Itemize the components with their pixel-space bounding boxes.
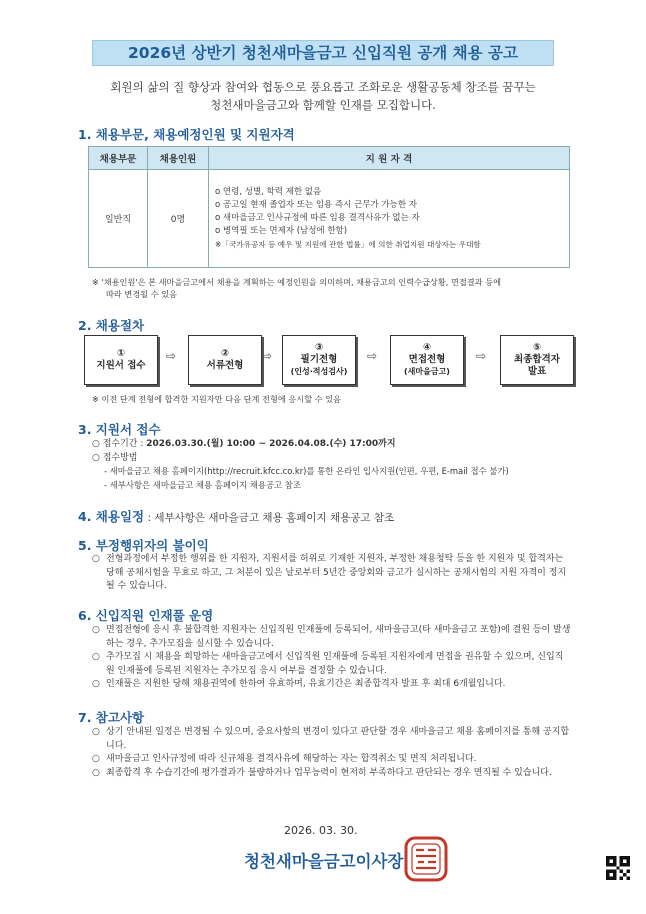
qualification-item: ※「국가유공자 등 예우 및 지원에 관한 법률」에 의한 취업지원 대상자는 우대함 xyxy=(215,240,481,249)
bullet: ○ xyxy=(92,679,100,689)
list-item xyxy=(92,753,572,767)
intro-line-2: 청천새마을금고와 함께할 인재를 모집합니다. xyxy=(210,98,436,112)
step-sub: (새마을금고) xyxy=(404,367,450,376)
list-item-text: 인재풀은 지원한 당해 채용권역에 한하여 유효하며, 유효기간은 최종합격자 발표 후 최대 6개월입니다. xyxy=(106,679,506,689)
qualification-item: o 새마을금고 인사규정에 따른 임용 결격사유가 없는 자 xyxy=(215,213,420,223)
bullet: ○ xyxy=(92,554,100,564)
intro-line-1: 회원의 삶의 질 향상과 참여와 협동으로 풍요롭고 조화로운 생활공동체 창조를 꿈꾸는 xyxy=(110,80,536,94)
qualification-item: o 연령, 성별, 학력 제한 없음 xyxy=(215,187,322,197)
table-cell-qualifications xyxy=(209,170,570,268)
bullet: ○ xyxy=(92,625,100,635)
step-number: ③ xyxy=(314,342,324,353)
section-2-heading: 2. 채용절차 xyxy=(78,318,145,333)
qr-code-icon xyxy=(606,856,630,880)
list-item-text: 상기 안내된 일정은 변경될 수 있으며, 중요사항의 변경이 있다고 판단할 경우 새마을금고 채용 홈페이지를 통해 공지합니다. xyxy=(106,727,570,751)
table-cell-category: 일반직 xyxy=(89,170,148,268)
application-period xyxy=(92,438,572,452)
table-header-qualification: 지 원 자 격 xyxy=(209,147,570,170)
step-number: ⑤ xyxy=(532,342,542,353)
section-6-heading: 6. 신입직원 인재풀 운영 xyxy=(78,608,214,623)
qualification-item: o 공고일 현재 졸업자 또는 임용 즉시 근무가 가능한 자 xyxy=(215,200,417,210)
bullet: ○ xyxy=(92,767,100,778)
table-header-count: 채용인원 xyxy=(148,147,209,170)
section-4-heading: 4. 채용일정 xyxy=(78,509,145,524)
page-title: 2026년 상반기 청천새마을금고 신입직원 공개 채용 공고 xyxy=(92,40,554,66)
method-label: ○ 접수방법 xyxy=(92,452,138,463)
step-label: 서류전형 xyxy=(206,360,244,371)
signature: 청천새마을금고이사장 xyxy=(244,852,404,871)
section-7-heading: 7. 참고사항 xyxy=(78,710,145,725)
arrow-icon: ⇨ xyxy=(166,349,177,363)
table-note-line-2: 따라 변경될 수 있음 xyxy=(106,289,178,299)
bullet: ○ xyxy=(92,754,100,764)
step-sub: (인성·적성검사) xyxy=(290,367,348,376)
section-4-text: : 세부사항은 새마을금고 채용 홈페이지 채용공고 참조 xyxy=(144,512,395,524)
section-5-list xyxy=(92,553,572,594)
step-label: 지원서 접수 xyxy=(96,360,146,371)
table-note-line-1: ※ '채용인원'은 본 새마을금고에서 채용을 계획하는 예정인원을 의미하며, 채용금고의 인력수급상황, 면접결과 등에 xyxy=(92,277,502,287)
step-label: 최종합격자 xyxy=(514,354,560,365)
list-item xyxy=(92,678,572,692)
step-label: 면접전형 xyxy=(408,354,446,365)
list-item xyxy=(92,553,572,594)
process-flow xyxy=(84,335,574,387)
method-line-2: - 세부사항은 새마을금고 채용 홈페이지 채용공고 참조 xyxy=(104,479,301,490)
step-interview xyxy=(390,335,464,385)
step-application xyxy=(84,335,158,385)
list-item-text: 면접전형에 응시 후 불합격한 지원자는 신입직원 인재풀에 등록되어, 새마을금고(타 새마을금고 포함)에 결원 등이 발생하는 경우, 추가모집을 실시할 수 있습니다. xyxy=(106,625,571,649)
period-value: 2026.03.30.(월) 10:00 ~ 2026.04.08.(수) 17:00까지 xyxy=(146,439,396,449)
section-6-list xyxy=(92,624,572,692)
step-document-screening xyxy=(188,335,262,385)
list-item-text: 새마을금고 인사규정에 따라 신규채용 결격사유에 해당하는 자는 합격취소 및 면직 처리됩니다. xyxy=(106,754,477,764)
process-note: ※ 이전 단계 전형에 합격한 지원자만 다음 단계 전형에 응시할 수 있음 xyxy=(92,394,342,404)
arrow-icon: ⇨ xyxy=(367,349,378,363)
application-details xyxy=(92,438,572,492)
bullet: ○ xyxy=(92,727,100,737)
section-1-heading: 1. 채용부문, 채용예정인원 및 지원자격 xyxy=(78,127,295,142)
list-item xyxy=(92,651,572,678)
section-3-heading: 3. 지원서 접수 xyxy=(78,422,161,437)
table-cell-count: 0명 xyxy=(148,170,209,268)
list-item xyxy=(92,624,572,651)
period-label: ○ 접수기간 : xyxy=(92,439,147,449)
method-line-1: - 새마을금고 채용 홈페이지(http://recruit.kfcc.co.kr)를 통한 온라인 입사지원(인편, 우편, E-mail 접수 불가) xyxy=(104,466,509,476)
qualification-item: o 병역필 또는 면제자 (남성에 한함) xyxy=(215,226,348,236)
step-final-announcement xyxy=(500,335,574,385)
step-sub: 발표 xyxy=(527,366,547,377)
bullet: ○ xyxy=(92,652,100,662)
list-item-text: 최종합격 후 수습기간에 평가결과가 불량하거나 업무능력이 현저히 부족하다고 판단되는 경우 면직될 수 있습니다. xyxy=(106,767,552,778)
step-label: 필기전형 xyxy=(300,354,338,365)
list-item-text: 추가모집 시 채용을 희망하는 새마을금고에서 신입직원 인재풀에 등록된 지원자에게 면접을 권유할 수 있으며, 신입직원 인재풀에 등록된 지원자는 추가모집 응시 여부를 결정할 수 있습니다. xyxy=(106,652,564,676)
section-5-heading: 5. 부정행위자의 불이익 xyxy=(78,538,209,553)
step-number: ④ xyxy=(422,342,432,353)
intro-text xyxy=(60,78,586,114)
list-item xyxy=(92,767,572,781)
table-header-category: 채용부문 xyxy=(89,147,148,170)
announcement-date: 2026. 03. 30. xyxy=(284,824,358,837)
section-4 xyxy=(78,507,394,525)
step-number: ② xyxy=(220,348,230,359)
list-item xyxy=(92,726,572,753)
step-written-test xyxy=(282,335,356,385)
section-7-list xyxy=(92,726,572,780)
official-seal-icon xyxy=(404,836,448,882)
arrow-icon: ⇨ xyxy=(262,349,273,363)
recruitment-table xyxy=(88,146,570,268)
table-note xyxy=(92,276,572,300)
step-number: ① xyxy=(116,348,126,359)
arrow-icon: ⇨ xyxy=(476,349,487,363)
list-item-text: 전형과정에서 부정한 행위를 한 지원자, 지원서를 허위로 기재한 지원자, 부정한 채용청탁 등을 한 지원자 및 합격자는 당해 공채시험을 무효로 하고, 그 처분이 있은 날로부터 5년간 중앙회와 금고가 실시하는 공채시험의 지원 자격이 정지될 수 있습니다. xyxy=(106,554,567,591)
